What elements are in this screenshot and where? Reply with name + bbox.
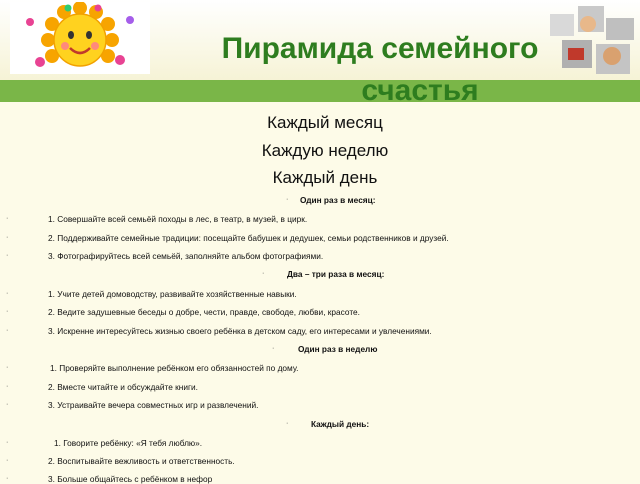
section-heading: Один раз в месяц: xyxy=(300,195,376,205)
list-item: 1. Учите детей домоводству, развивайте хозяйственные навыки. xyxy=(48,289,297,299)
list-bullet: · xyxy=(6,252,9,259)
list-bullet: · xyxy=(6,327,9,334)
heading-bullet: · xyxy=(286,420,289,427)
list-bullet: · xyxy=(6,290,9,297)
list-bullet: · xyxy=(6,234,9,241)
puzzle-icon xyxy=(548,4,638,78)
list-item: 1. Проверяйте выполнение ребёнком его обязанностей по дому. xyxy=(50,363,299,373)
list-item: 2. Ведите задушевные беседы о добре, чести, правде, свободе, любви, красоте. xyxy=(48,307,360,317)
list-bullet: · xyxy=(6,308,9,315)
heading-bullet: · xyxy=(286,196,289,203)
list-bullet: · xyxy=(6,457,9,464)
subtitle-day: Каждый день xyxy=(272,168,378,187)
list-bullet: · xyxy=(6,215,9,222)
list-item: 3. Искренне интересуйтесь жизнью своего ребёнка в детском саду, его интересами и увлечениями. xyxy=(48,326,432,336)
list-item: 1. Совершайте всей семьёй походы в лес, в театр, в музей, в цирк. xyxy=(48,214,308,224)
page-title: Пирамида семейного xyxy=(221,32,539,65)
list-bullet: · xyxy=(6,364,9,371)
subtitle-week: Каждую неделю xyxy=(261,141,389,160)
list-item: 3. Больше общайтесь с ребёнком в нефор xyxy=(48,474,213,484)
section-heading: Один раз в неделю xyxy=(298,344,378,354)
list-bullet: · xyxy=(6,401,9,408)
subtitle-month: Каждый месяц xyxy=(267,113,383,132)
page-title-line2: счастья xyxy=(361,74,479,107)
list-item: 1. Говорите ребёнку: «Я тебя люблю». xyxy=(54,438,203,448)
section-heading: Два – три раза в месяц: xyxy=(287,269,385,279)
section-heading: Каждый день: xyxy=(311,419,370,429)
list-bullet: · xyxy=(6,383,9,390)
sun-logo xyxy=(10,2,150,74)
puzzle-decoration xyxy=(548,4,638,78)
list-item: 2. Поддерживайте семейные традиции: посещайте бабушек и дедушек, семьи родственников и друзей. xyxy=(48,233,449,243)
sun-icon xyxy=(10,2,150,74)
heading-bullet: · xyxy=(262,270,265,277)
list-item: 3. Устраивайте вечера совместных игр и развлечений. xyxy=(48,400,259,410)
list-item: 2. Вместе читайте и обсуждайте книги. xyxy=(48,382,198,392)
list-bullet: · xyxy=(6,439,9,446)
heading-bullet: · xyxy=(272,345,275,352)
list-bullet: · xyxy=(6,475,9,482)
list-item: 2. Воспитывайте вежливость и ответственность. xyxy=(48,456,235,466)
list-item: 3. Фотографируйтесь всей семьёй, заполняйте альбом фотографиями. xyxy=(48,251,324,261)
